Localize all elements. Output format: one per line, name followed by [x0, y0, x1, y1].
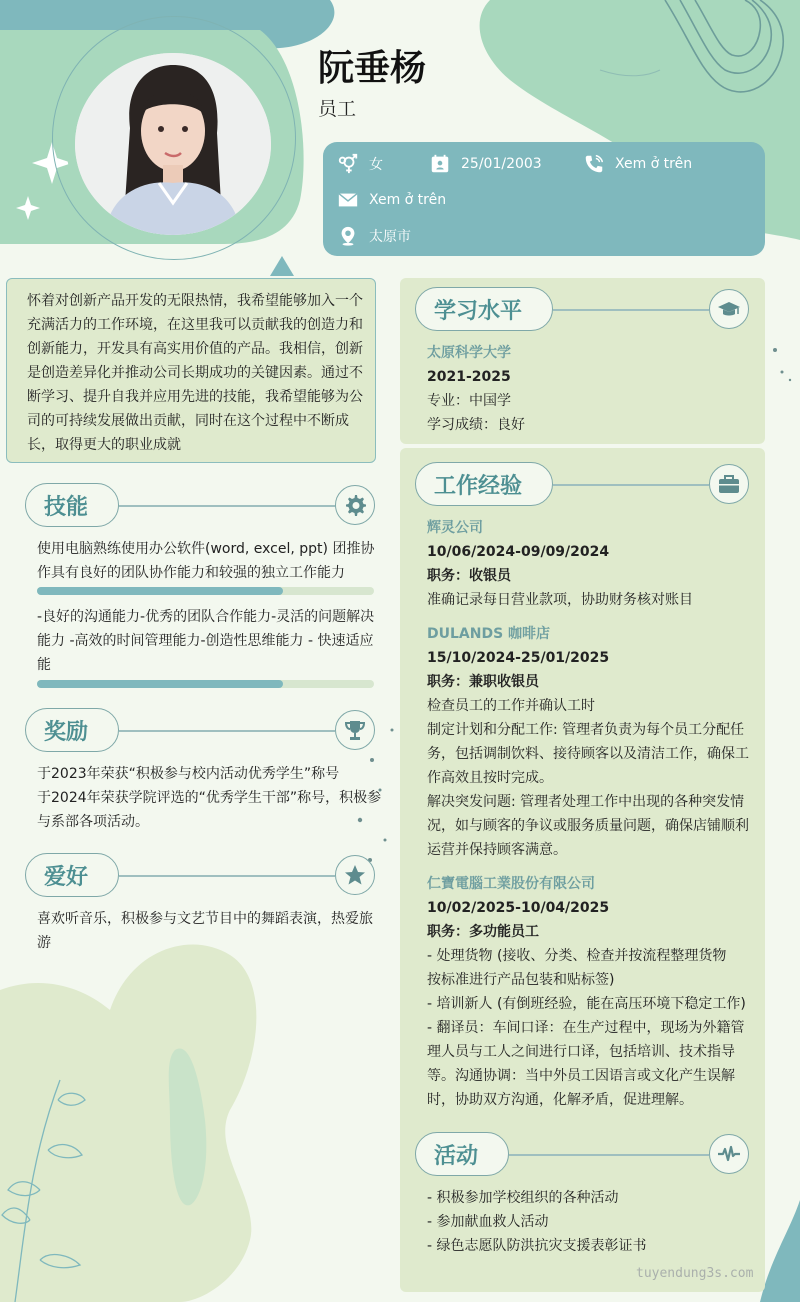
education-heading: 学习水平	[415, 287, 553, 331]
skills-icon-badge	[335, 485, 375, 525]
hobbies-icon-badge	[335, 855, 375, 895]
hobbies-divider	[119, 875, 335, 877]
avatar	[66, 44, 280, 244]
gear-icon	[343, 493, 367, 517]
job-desc-line: 解决突发问题: 管理者处理工作中出现的各种突发情	[427, 794, 745, 810]
person-name: 阮垂杨	[318, 48, 427, 89]
job-1	[427, 516, 757, 612]
education-icon-badge	[709, 289, 749, 329]
skill-item-1: 使用电脑熟练使用办公软件(word, excel, ppt) 团推协作具有良好的团队协作能力和较强的独立工作能力	[37, 541, 375, 581]
job-desc-line: 作高效且按时完成。	[427, 770, 553, 786]
address-value: 太原市	[369, 229, 411, 245]
skill-bar-1-fill	[37, 587, 283, 595]
email-value: Xem ở trên	[369, 192, 447, 208]
awards-text	[37, 762, 382, 834]
job-period: 10/02/2025-10/04/2025	[427, 900, 610, 916]
company-name: DULANDS 咖啡店	[427, 626, 551, 642]
company-name: 仁寶電腦工業股份有限公司	[427, 876, 595, 892]
awards-heading: 奖励	[25, 708, 119, 752]
education-divider	[553, 309, 709, 311]
skill-bar-2-fill	[37, 680, 283, 688]
trophy-icon	[343, 718, 367, 742]
job-desc-line: - 翻译员：车间口译：在生产过程中，现场为外籍管	[427, 1020, 745, 1036]
job-3	[427, 872, 762, 1112]
job-role: 职务：收银员	[427, 568, 511, 584]
graduation-cap-icon	[717, 297, 741, 321]
job-2	[427, 622, 762, 862]
gender-icon	[337, 153, 359, 175]
activities-heading: 活动	[415, 1132, 509, 1176]
job-desc-line: 运营并保持顾客满意。	[427, 842, 567, 858]
hobbies-text	[37, 907, 382, 955]
star-icon	[343, 863, 367, 887]
email-icon	[337, 189, 359, 211]
job-desc-line: - 培训新人 (有倒班经验，能在高压环境下稳定工作)	[427, 996, 746, 1012]
profile-photo	[75, 53, 271, 235]
awards-icon-badge	[335, 710, 375, 750]
activities-list	[427, 1186, 757, 1258]
activities-divider	[509, 1154, 709, 1156]
watermark: tuyendung3s.com	[636, 1266, 754, 1281]
location-icon	[337, 225, 359, 247]
job-period: 15/10/2024-25/01/2025	[427, 650, 610, 666]
contact-card	[323, 142, 765, 256]
education-period: 2021-2025	[427, 369, 511, 385]
award-line: 与系部各项活动。	[37, 814, 149, 830]
job-desc-line: 理人员与工人之间进行口译，包括培训、技术指导	[427, 1044, 735, 1060]
education-major: 专业：中国学	[427, 393, 511, 409]
job-role: 职务：多功能员工	[427, 924, 539, 940]
job-desc-line: 时，协助双方沟通，化解矛盾，促进理解。	[427, 1092, 693, 1108]
job-desc-line: 检查员工的工作并确认工时	[427, 698, 595, 714]
job-role: 职务：兼职收银员	[427, 674, 539, 690]
education-details	[427, 341, 757, 437]
calendar-icon	[429, 153, 451, 175]
experience-icon-badge	[709, 464, 749, 504]
experience-divider	[553, 484, 709, 486]
activity-item: - 绿色志愿队防洪抗灾支援表彰证书	[427, 1238, 647, 1254]
gender-value: 女	[369, 157, 383, 173]
job-desc-line: 按标准进行产品包装和贴标签)	[427, 972, 615, 988]
phone-icon	[583, 153, 605, 175]
job-title: 员工	[318, 98, 357, 120]
birthdate-row	[429, 153, 542, 175]
birthdate-value: 25/01/2003	[461, 156, 542, 172]
skill-bar-2	[37, 680, 374, 688]
award-line: 于2024年荣获学院评选的“优秀学生干部”称号，积极参	[37, 790, 382, 806]
activities-icon-badge	[709, 1134, 749, 1174]
phone-row[interactable]	[583, 153, 692, 175]
job-desc-line: 制定计划和分配工作: 管理者负责为每个员工分配任	[427, 722, 745, 738]
skill-item-2: -良好的沟通能力-优秀的团队合作能力-灵活的问题解决能力 -高效的时间管理能力-创造性思维能力 - 快速适应能	[37, 609, 375, 673]
job-desc-line: - 处理货物 (接收、分类、检查并按流程整理货物	[427, 948, 727, 964]
skills-divider	[119, 505, 335, 507]
job-desc-line: 务，包括调制饮料、接待顾客以及清洁工作，确保工	[427, 746, 749, 762]
hobby-line: 游	[37, 935, 51, 951]
experience-heading: 工作经验	[415, 462, 553, 506]
gender-row	[337, 153, 383, 175]
email-row[interactable]	[337, 189, 446, 211]
phone-value: Xem ở trên	[615, 156, 693, 172]
award-line: 于2023年荣获“积极参与校内活动优秀学生”称号	[37, 766, 340, 782]
skills-heading: 技能	[25, 483, 119, 527]
hobbies-heading: 爱好	[25, 853, 119, 897]
school-name: 太原科学大学	[427, 345, 511, 361]
hobby-line: 喜欢听音乐，积极参与文艺节目中的舞蹈表演，热爱旅	[37, 911, 373, 927]
activity-item: - 参加献血救人活动	[427, 1214, 549, 1230]
job-desc-line: 等。沟通协调：当中外员工因语言或文化产生误解	[427, 1068, 735, 1084]
pulse-icon	[717, 1142, 741, 1166]
job-period: 10/06/2024-09/09/2024	[427, 544, 610, 560]
career-objective: 怀着对创新产品开发的无限热情，我希望能够加入一个充满活力的工作环境，在这里我可以贡献我的创造力和创新能力，开发具有高实用价值的产品。我相信，创新是创造差异化并推动公司长期成功的关键因素。通过不断学习、提升自我并应用先进的技能，我希望能够为公司的可持续发展做出贡献，同时在这个过程中不断成长，取得更大的职业成就	[6, 278, 376, 463]
activity-item: - 积极参加学校组织的各种活动	[427, 1190, 619, 1206]
education-grade: 学习成绩：良好	[427, 417, 525, 433]
briefcase-icon	[717, 472, 741, 496]
address-row	[337, 225, 411, 247]
company-name: 辉灵公司	[427, 520, 483, 536]
skill-bar-1	[37, 587, 374, 595]
awards-divider	[119, 730, 335, 732]
job-desc-line: 况，如与顾客的争议或服务质量问题，确保店铺顺利	[427, 818, 749, 834]
job-desc-line: 准确记录每日营业款项，协助财务核对账目	[427, 592, 693, 608]
